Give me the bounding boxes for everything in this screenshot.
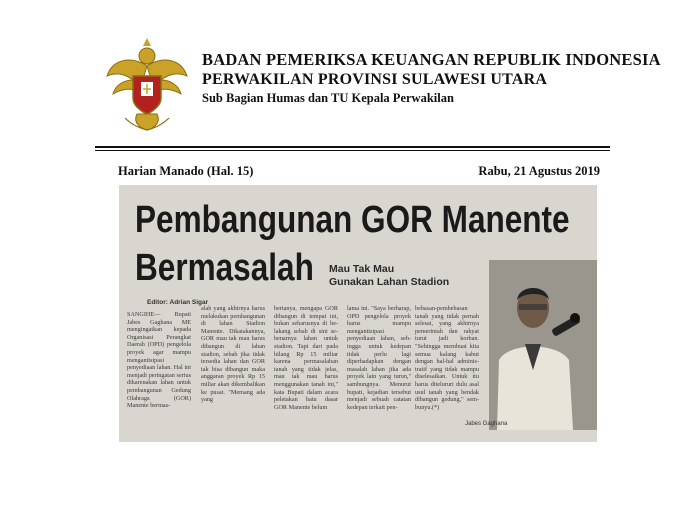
header-divider-thin — [95, 150, 610, 151]
org-subdivision: Sub Bagian Humas dan TU Kepala Perwakilan — [202, 91, 454, 105]
article-editor: Editor: Adrian Sigar — [147, 299, 209, 306]
article-column-1: SANGIHE— Bupati Jabes Gaghana ME mengingatkan kepada Organisasi Perangkat Daerah (OPD) pengelola proyek agar mampu mengantisipasi penyediaan lahan. Hal ini menjadi peringatan serius dikarenakan lahan untuk pembangunan Gedung Olahraga (GOR) Manente bermas- — [127, 311, 191, 410]
article-headline-line1: Pembangunan GOR Manente — [135, 199, 570, 241]
header-divider-thick — [95, 146, 610, 148]
article-column-4: lama ini. "Saya berharap, OPD pengelola proyek harus mampu mengantisipasi penyediaan lahan, sehingga untuk kedepan tidak perlu lagi diperhadapkan dengan masalah lahan jika ada proyek lain yang turun," sambungnya. Menurut bupati, kejadian tersebut menjadi sebuah catatan kedepan terkait pen- — [347, 305, 411, 411]
publication-date: Rabu, 21 Agustus 2019 — [478, 164, 600, 178]
article-column-3: bertanya, mengapa GOR dibangun di tempat ini, bukan seharusnya di belakang sebab di sini sebenarnya lahan untuk stadion. Tapi dari pada hilang Rp 15 miliar karena permasalahan tanah yang tidak jelas, mau tak mau harus menggunakan tanah ini," kata Bupati dalam acara peletakan batu dasar GOR Manente belum — [274, 305, 338, 411]
article-column-2: alah yang akhirnya harus melakukan pembangunan di lahan Stadion Manente. Dikatakannya, GOR mau tak mau harus dibangun di lahan stadion, sebab jika tidak tersedia lahan dan GOR tak bisa dibangun maka anggaran proyek Rp 15 miliar akan dikembalikan ke pusat. "Memang ada yang — [201, 305, 265, 404]
newspaper-clipping — [119, 185, 597, 442]
article-headline-line2: Bermasalah — [135, 247, 314, 289]
article-column-5: bebasan-pembebasan tanah yang tidak pernah selesai, yang akhirnya pemerintah dan rakyat turut jadi korban. "Sehingga membuat kita semua kalang kabut dengan hal-hal administratif yang tidak mampu diselesaikan. Untuk itu harus ditelururi dulu asal usul tanah yang hendak dibangun gedung," sembunyu.(*) — [415, 305, 479, 411]
org-name-line2: PERWAKILAN PROVINSI SULAWESI UTARA — [202, 71, 548, 88]
photo-caption: Jabes Gaghana — [465, 421, 508, 427]
bpk-emblem-logo — [103, 36, 191, 134]
article-subhead-line2: Gunakan Lahan Stadion — [329, 276, 450, 288]
bupati-photo — [489, 260, 597, 430]
org-name-line1: BADAN PEMERIKSA KEUANGAN REPUBLIK INDONESIA — [202, 50, 661, 69]
article-subhead-line1: Mau Tak Mau — [329, 263, 395, 275]
newspaper-source: Harian Manado (Hal. 15) — [118, 164, 254, 178]
